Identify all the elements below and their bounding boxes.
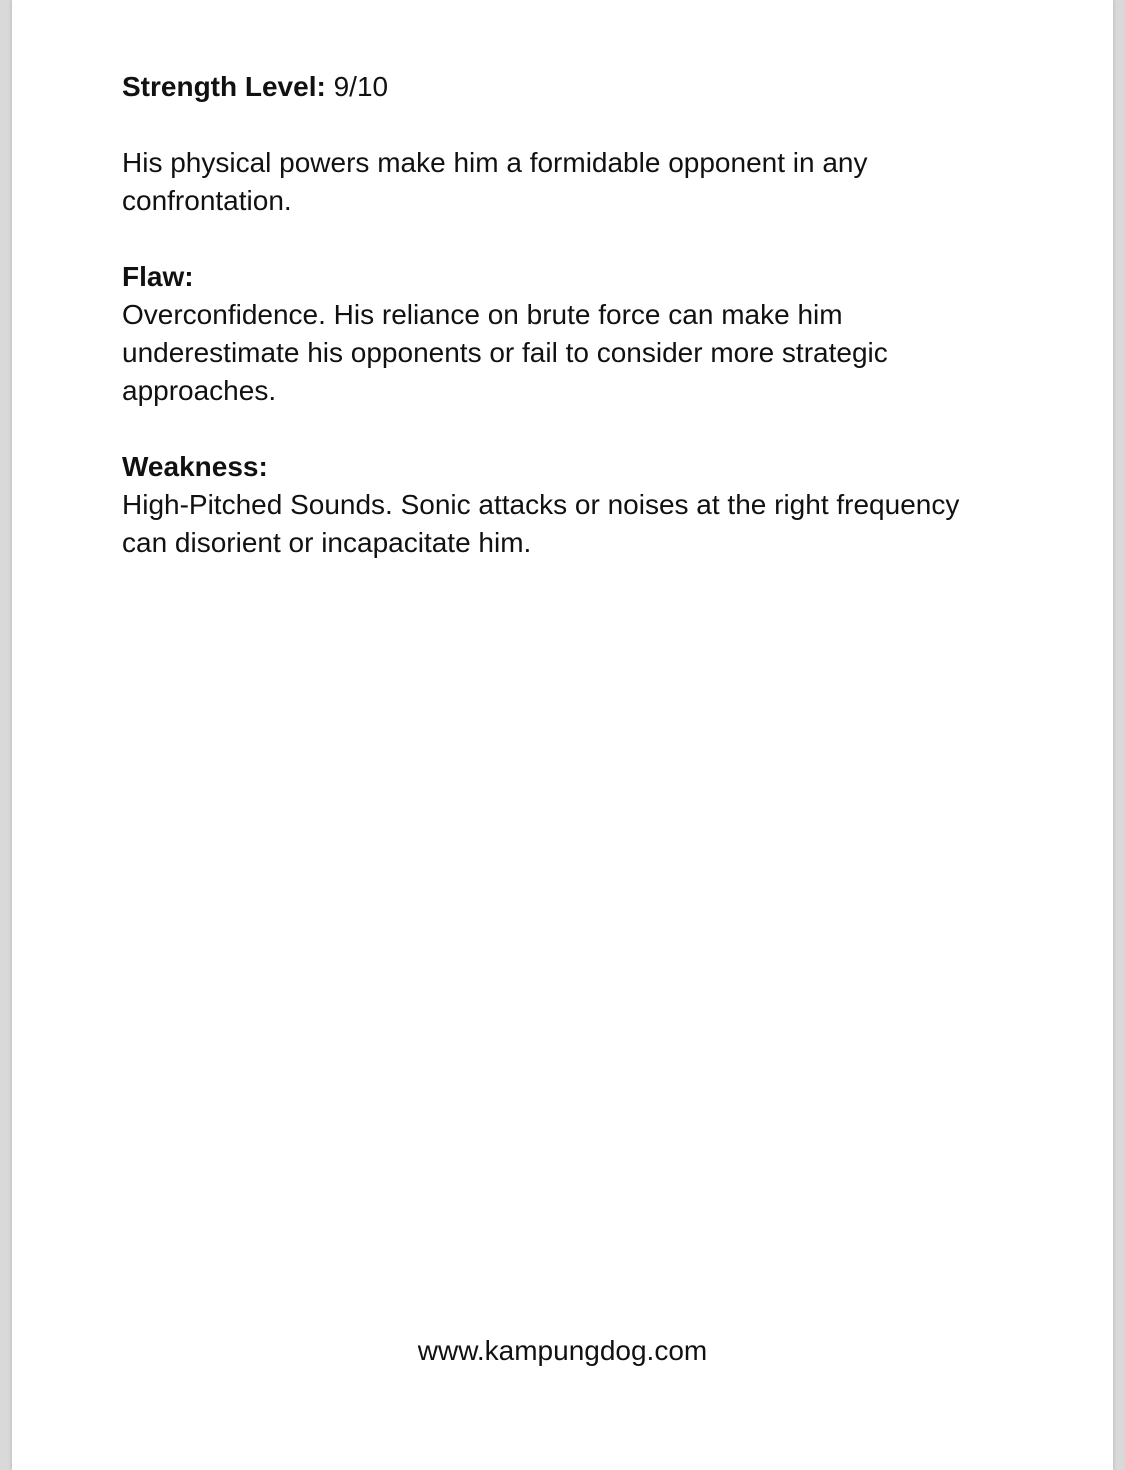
flaw-heading: Flaw: (122, 261, 194, 292)
footer-url: www.kampungdog.com (417, 1335, 708, 1366)
strength-level-line (122, 68, 1002, 106)
strength-level-value: 9/10 (333, 71, 389, 102)
flaw-text: Overconfidence. His reliance on brute force can make him underestimate his opponents or fail to consider more strategic approaches. (122, 299, 888, 406)
weakness-text: High-Pitched Sounds. Sonic attacks or noises at the right frequency can disorient or incapacitate him. (122, 489, 960, 558)
document-page (12, 0, 1113, 1470)
intro-paragraph: His physical powers make him a formidable opponent in any confrontation. (122, 147, 868, 216)
strength-level-label: Strength Level: (122, 71, 326, 102)
weakness-heading: Weakness: (122, 451, 268, 482)
page-content (122, 68, 1002, 600)
weakness-section (122, 448, 1002, 562)
flaw-section (122, 258, 1002, 410)
